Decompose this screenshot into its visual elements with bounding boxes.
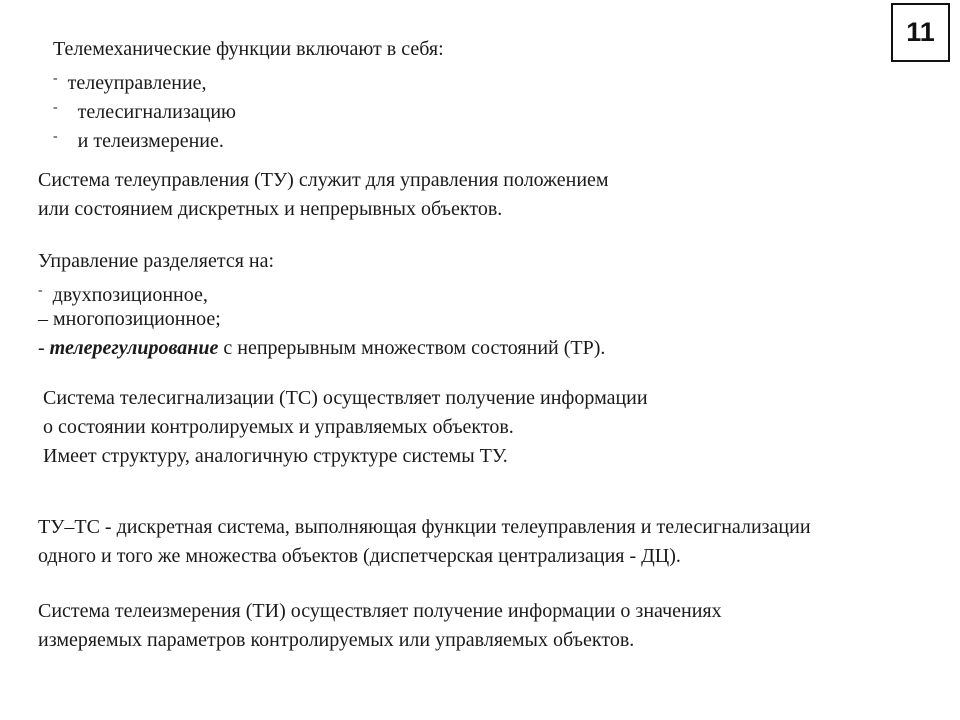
control-section [38, 247, 605, 363]
bullet-dash-icon: - [53, 129, 58, 144]
paragraph-line: ТУ–ТС - дискретная система, выполняющая функции телеуправления и телесигнализации [38, 516, 811, 538]
ts-paragraph [43, 384, 648, 471]
paragraph-line: одного и того же множества объектов (диспетчерская централизация - ДЦ). [38, 545, 681, 567]
paragraph-line: Система телесигнализации (ТС) осуществляет получение информации [43, 387, 648, 409]
functions-heading: Телемеханические функции включают в себя: [53, 38, 444, 60]
list-item: - телесигнализацию [53, 93, 444, 122]
paragraph-line: Имеет структуру, аналогичную структуре системы ТУ. [43, 445, 508, 467]
paragraph-line: Система телеизмерения (ТИ) осуществляет получение информации о значениях [38, 600, 722, 622]
paragraph-line: Система телеуправления (ТУ) служит для управления положением [38, 169, 609, 191]
tu-paragraph [38, 166, 609, 224]
list-item: - двухпозиционное, [38, 276, 605, 305]
ti-paragraph [38, 597, 722, 655]
list-item: - телеуправление, [53, 64, 444, 93]
functions-section [53, 35, 444, 151]
paragraph-line: измеряемых параметров контролируемых или управляемых объектов. [38, 629, 635, 651]
control-heading: Управление разделяется на: [38, 250, 275, 272]
slide-number: 11 [891, 3, 950, 62]
bullet-dash-icon: - [53, 100, 58, 115]
list-item: - и телеизмерение. [53, 122, 444, 151]
list-item: – многопозиционное; [38, 308, 221, 330]
bullet-dash-icon: - [38, 283, 43, 298]
paragraph-line: о состоянии контролируемых и управляемых объектов. [43, 416, 514, 438]
bullet-dash-icon: - [53, 71, 58, 86]
list-item: - телерегулирование с непрерывным множеством состояний (ТР). [38, 337, 606, 359]
tu-ts-paragraph [38, 513, 960, 571]
paragraph-line: или состоянием дискретных и непрерывных объектов. [38, 198, 503, 220]
term-telereg: телерегулирование [49, 337, 219, 359]
